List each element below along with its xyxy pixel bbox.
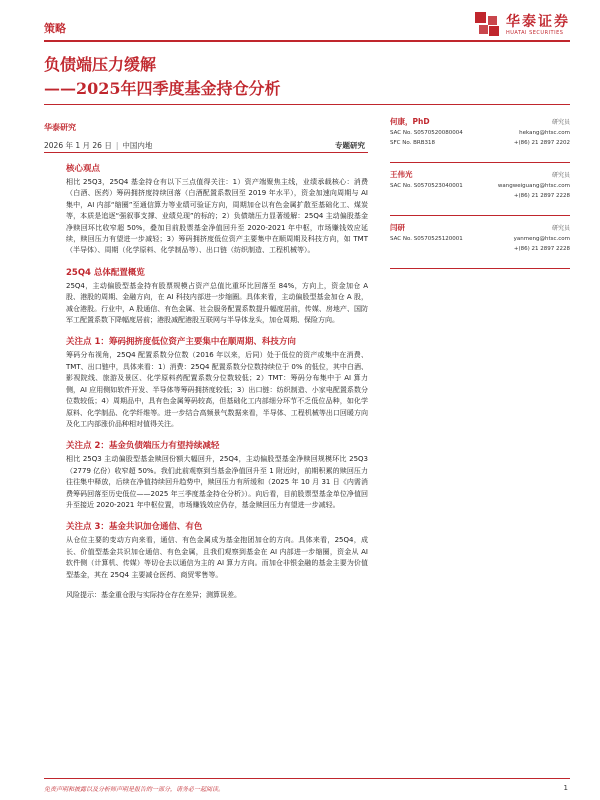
section-focus-1 — [66, 335, 368, 430]
analyst-name: 王伟光 — [390, 170, 413, 179]
header-divider — [44, 40, 570, 42]
huatai-logo-icon — [475, 12, 501, 38]
analyst-sac: SAC No. S0570520080004 — [390, 130, 463, 136]
section-body: 从仓位主要的变动方向来看，通信、有色金属成为基金抱团加仓的方向。具体来看，25Q4，成长、价值型基金共识加仓通信、有色金属，且我们观察到基金在 AI 内部进一步缩圈，资金从 AI 软件侧（计算机、传媒）等切仓去以通信为主的 AI 算力方向。而加仓非银金融的基金主要为价值型基金，其在 25Q4 主要减仓医药、商贸零售等。 — [66, 536, 368, 579]
analyst-sfc: SFC No. BRB318 — [390, 140, 435, 146]
analyst-card — [390, 169, 570, 216]
footer-divider — [44, 778, 570, 779]
section-title: 关注点 3：基金共识加仓通信、有色 — [66, 522, 203, 533]
section-body: 筹码分布视角，25Q4 配置系数分位数（2016 年以来，后同）处于低位的资产或集中在消费、TMT、出口链中，具体来看：1）消费：25Q4 配置系数分位数持续位于 0% 的低位，其中白酒、影视院线、旅游及景区、化学原料药配置系数分位数较低；2）TMT：筹码分布集中于 AI 算力侧，AI 应用侧如软件开发、半导体等筹码拥挤度较低；3）出口链：纺织制造、小家电配置系数分位数较低；4）周期品中，具有色金属筹码较高，但基础化工内部细分环节不乏低位品种，如化学原料、化学制品、化学纤维等。进一步结合高频景气数据来看，半导体、工程机械等出口回暖方向及化工内部涨价品种相对值得关注。 — [66, 351, 368, 428]
analyst-phone: +(86) 21 2897 2228 — [513, 246, 570, 252]
section-focus-2 — [66, 439, 368, 511]
analyst-role: 研究员 — [551, 172, 570, 179]
meta-divider — [44, 152, 368, 153]
analyst-email[interactable]: yanmeng@htsc.com — [513, 236, 570, 242]
logo-en-text: HUATAI SECURITIES — [506, 30, 564, 36]
main-content — [66, 162, 368, 601]
logo-cn-text: 华泰证券 — [506, 14, 570, 30]
section-focus-3 — [66, 520, 368, 581]
analyst-sidebar — [390, 116, 570, 275]
report-date: 2026 年 1 月 26 日 — [44, 141, 112, 150]
section-overview — [66, 266, 368, 327]
report-region: 中国内地 — [122, 141, 153, 150]
report-source: 华泰研究 — [44, 123, 76, 132]
section-body: 相比 25Q3 主动偏股型基金赎回份额大幅回升，25Q4，主动偏股型基金净赎回规模环比 25Q3（2779 亿份）收窄超 50%。我们此前观察到当基金净值回升至 1 附近时，前期积累的赎回压力往往集中释放，后续在净值持续回升趋势中，赎回压力有所缓和（2025 年 10 月 31 日《内需消费筹码回落至历史低位——2025 年三季度基金持仓分析》）。向后看，目前股票型基金单位净值回升至接近 2020-2021 年中枢位置，市场赚钱效应仍存，基金赎回压力有望进一步减轻。 — [66, 455, 368, 509]
analyst-name: 闫研 — [390, 223, 405, 232]
huatai-logo — [475, 12, 570, 38]
title-divider — [44, 104, 570, 105]
analyst-sac: SAC No. S0570525120001 — [390, 236, 463, 242]
risk-warning: 风险提示：基金重仓股与实际持仓存在差异；测算误差。 — [66, 590, 241, 599]
section-title: 关注点 2：基金负债端压力有望持续减轻 — [66, 441, 220, 452]
analyst-phone: +(86) 21 2897 2228 — [513, 193, 570, 199]
analyst-role: 研究员 — [551, 119, 570, 126]
analyst-phone: +(86) 21 2897 2202 — [513, 140, 570, 146]
section-title: 关注点 1：筹码拥挤度低位资产主要集中在顺周期、科技方向 — [66, 337, 296, 348]
report-type: 专题研究 — [335, 141, 365, 150]
date-line: 2026 年 1 月 26 日 | 中国内地 — [44, 141, 153, 150]
report-category: 策略 — [44, 22, 66, 35]
section-title: 25Q4 总体配置概览 — [66, 267, 145, 278]
report-title: 负债端压力缓解 — [44, 55, 157, 74]
analyst-card — [390, 222, 570, 269]
analyst-email[interactable]: hekang@htsc.com — [519, 130, 570, 136]
section-title: 核心观点 — [66, 164, 101, 174]
section-core-views — [66, 162, 368, 257]
page-number: 1 — [563, 784, 568, 792]
report-subtitle: ——2025年四季度基金持仓分析 — [44, 79, 281, 98]
analyst-name: 何康，PhD — [390, 117, 430, 126]
disclaimer-note: 免责声明和披露以及分析师声明是报告的一部分，请务必一起阅读。 — [44, 786, 225, 793]
section-body: 25Q4，主动偏股型基金持有股票规模占资产总值比重环比回落至 84%，方向上，资金加仓 A 股、港股的周期、金融方向，在 AI 科技内部进一步缩圈。具体来看，主动偏股型基金加仓 A 股，减仓港股。行业中，A 股通信、有色金属、社会服务配置系数提升幅度居前，传媒、房地产、国防军工配置系数下降幅度居前；港股减配港股互联网与半导体龙头，加仓周期、保险方向。 — [66, 281, 368, 325]
analyst-role: 研究员 — [551, 225, 570, 232]
section-body: 相比 25Q3，25Q4 基金持仓有以下三点值得关注：1）资产端聚焦主线，业绩承载核心：消费（白酒、医药）筹码拥挤度持续回落（白酒配置系数回至 2019 年水平），资金加速向周期与 AI 集中，AI 内部“缩圈”至通信算力等业绩可验证方向，周期加仓以有色金属扩散至基础化工、煤炭等，本质是追逐“强叙事支撑、业绩兑现”的标的；2）负债端压力显著缓解：25Q4 主动偏股基金净赎回环比收窄超 50%，叠加目前股票基金净值回升至 2020-2021 年中枢，市场赚钱效应延续，赎回压力有望进一步减轻；3）筹码拥挤度低位资产主要集中在顺周期及科技方向，如 TMT（半导体）、周期（化学原料、化学制品等）、出口链（纺织制造、工程机械等）。 — [66, 178, 368, 255]
analyst-email[interactable]: wangweiguang@htsc.com — [497, 183, 570, 189]
analyst-card — [390, 116, 570, 163]
analyst-sac: SAC No. S0570523040001 — [390, 183, 463, 189]
